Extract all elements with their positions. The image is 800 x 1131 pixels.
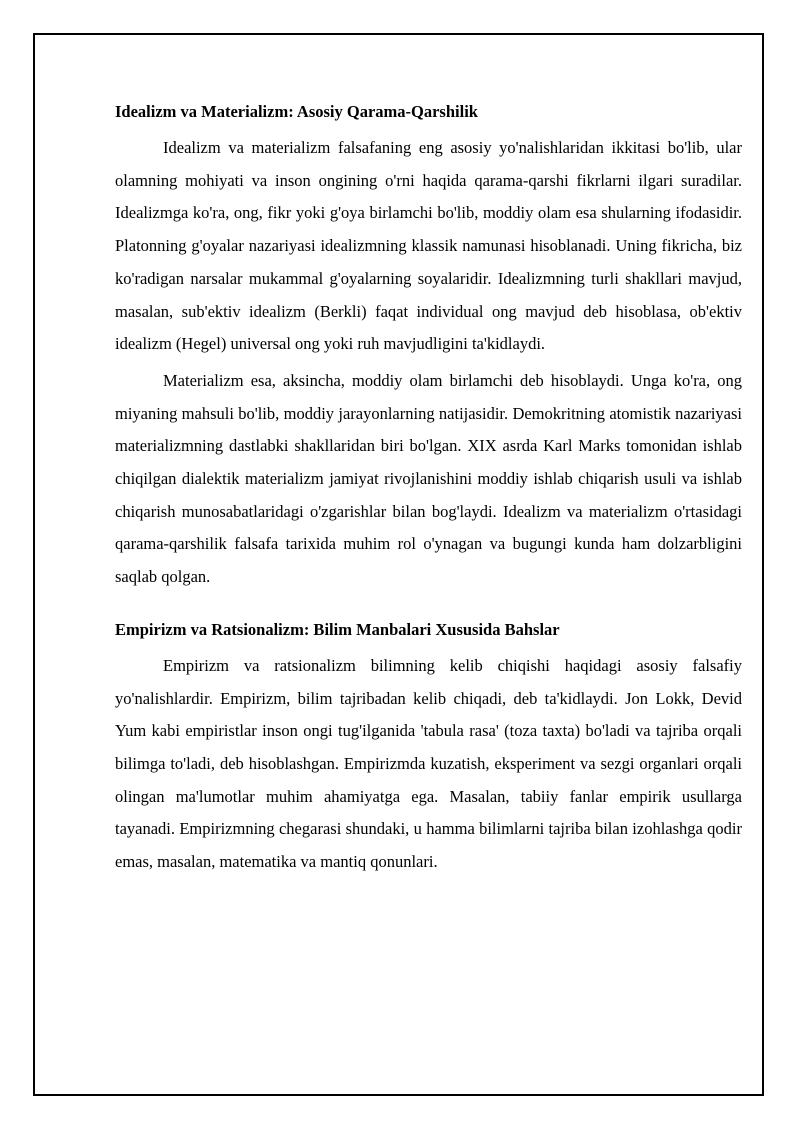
document-body: [115, 100, 742, 883]
paragraph: Empirizm va ratsionalizm bilimning kelib chiqishi haqidagi asosiy falsafiy yo'nalishlardir. Empirizm, bilim tajribadan kelib chiqadi, deb ta'kidlaydi. Jon Lokk, Devid Yum kabi empiristlar inson ongi tug'ilganida 'tabula rasa' (toza taxta) bo'ladi va tajriba orqali bilimga to'ladi, deb hisoblashgan. Empirizmda kuzatish, eksperiment va sezgi organlari orqali olingan ma'lumotlar muhim ahamiyatga ega. Masalan, tabiiy fanlar empirik usullarga tayanadi. Empirizmning chegarasi shundaki, u hamma bilimlarni tajriba bilan izohlashga qodir emas, masalan, matematika va mantiq qonunlari.: [115, 655, 742, 872]
section-heading: Idealizm va Materializm: Asosiy Qarama-Qarshilik: [115, 102, 478, 121]
section-idealism-materialism: [115, 100, 742, 594]
paragraph: Idealizm va materializm falsafaning eng asosiy yo'nalishlaridan ikkitasi bo'lib, ular olamning mohiyati va inson ongining o'rni haqida qarama-qarshi fikrlarni ilgari suradilar. Idealizmga ko'ra, ong, fikr yoki g'oya birlamchi bo'lib, moddiy olam esa shularning ifodasidir. Platonning g'oyalar nazariyasi idealizmning klassik namunasi hisoblanadi. Uning fikricha, biz ko'radigan narsalar mukammal g'oyalarning soyalaridir. Idealizmning turli shakllari mavjud, masalan, sub'ektiv idealizm (Berkli) faqat individual ong mavjud deb hisoblasa, ob'ektiv idealizm (Hegel) universal ong yoki ruh mavjudligini ta'kidlaydi.: [115, 138, 742, 354]
section-empiricism-rationalism: [115, 618, 742, 879]
section-heading: Empirizm va Ratsionalizm: Bilim Manbalari Xususida Bahslar: [115, 619, 560, 639]
section-spacer: [115, 598, 742, 618]
paragraph: Materializm esa, aksincha, moddiy olam birlamchi deb hisoblaydi. Unga ko'ra, ong miyaning mahsuli bo'lib, moddiy jarayonlarning natijasidir. Demokritning atomistik nazariyasi materializmning dastlabki shakllaridan biri bo'lgan. XIX asrda Karl Marks tomonidan ishlab chiqilgan dialektik materializm jamiyat rivojlanishini moddiy ishlab chiqarish usuli va ishlab chiqarish munosabatlaridagi o'zgarishlar bilan bog'laydi. Idealizm va materializm o'rtasidagi qarama-qarshilik falsafa tarixida muhim rol o'ynagan va bugungi kunda ham dolzarbligini saqlab qolgan.: [115, 370, 742, 587]
